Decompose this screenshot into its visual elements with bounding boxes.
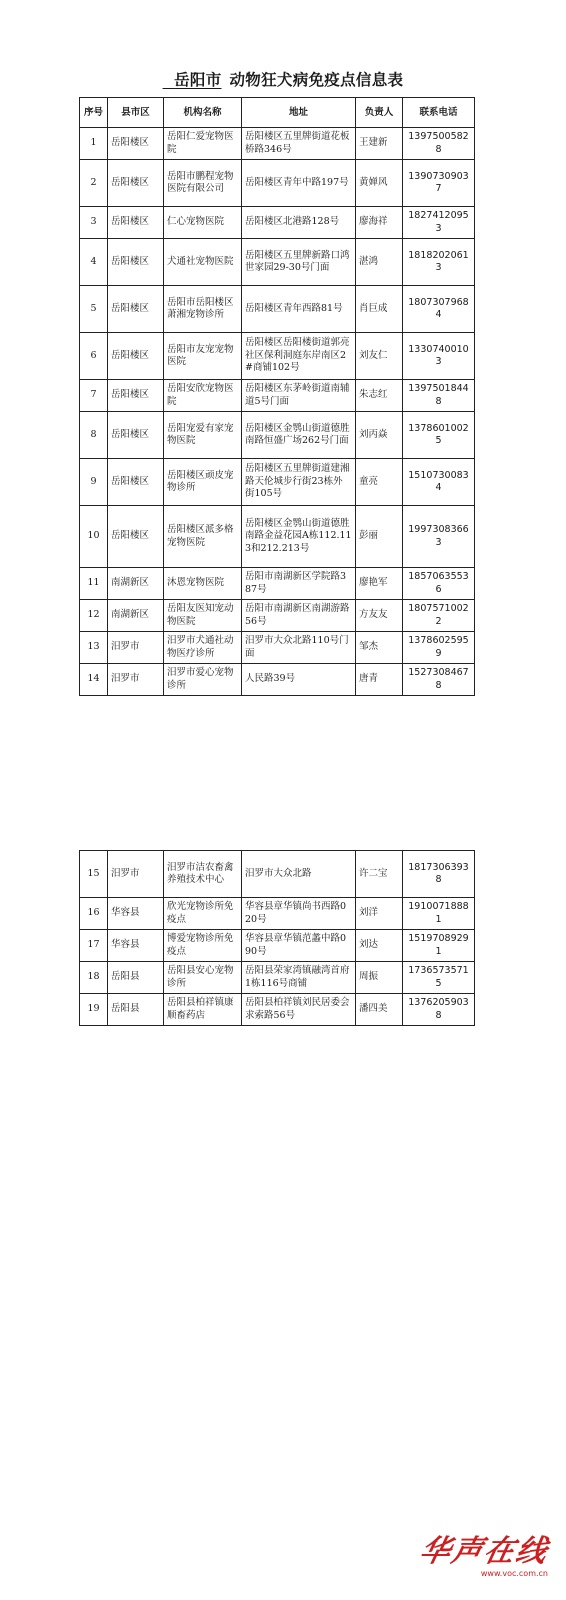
cell-address: 汨罗市大众北路 <box>242 851 356 898</box>
cell-org: 仁心宠物医院 <box>164 207 242 239</box>
cell-phone: 15273084678 <box>403 664 475 696</box>
table-row <box>80 506 475 568</box>
cell-address: 岳阳楼区北港路128号 <box>242 207 356 239</box>
table-row <box>80 128 475 160</box>
cell-district: 岳阳楼区 <box>108 160 164 207</box>
cell-org: 岳阳市岳阳楼区萧湘宠物诊所 <box>164 286 242 333</box>
cell-org: 岳阳市友宠宠物医院 <box>164 333 242 380</box>
cell-phone: 13975018448 <box>403 380 475 412</box>
header-phone: 联系电话 <box>403 98 475 128</box>
cell-person: 朱志红 <box>356 380 403 412</box>
header-address: 地址 <box>242 98 356 128</box>
table-row <box>80 380 475 412</box>
cell-person: 潘四美 <box>356 994 403 1026</box>
cell-no: 1 <box>80 128 108 160</box>
cell-phone: 15107300834 <box>403 459 475 506</box>
cell-person: 周振 <box>356 962 403 994</box>
cell-address: 岳阳楼区青年西路81号 <box>242 286 356 333</box>
header-no: 序号 <box>80 98 108 128</box>
cell-person: 彭丽 <box>356 506 403 568</box>
cell-org: 犬通社宠物医院 <box>164 239 242 286</box>
cell-org: 岳阳仁爱宠物医院 <box>164 128 242 160</box>
cell-org: 岳阳宠爱有家宠物医院 <box>164 412 242 459</box>
cell-person: 王建新 <box>356 128 403 160</box>
title-text: 动物狂犬病免疫点信息表 <box>229 71 404 89</box>
cell-org: 博爱宠物诊所免疫点 <box>164 930 242 962</box>
cell-address: 岳阳楼区青年中路197号 <box>242 160 356 207</box>
cell-no: 4 <box>80 239 108 286</box>
cell-no: 10 <box>80 506 108 568</box>
cell-address: 汨罗市大众北路110号门面 <box>242 632 356 664</box>
cell-person: 湛鸿 <box>356 239 403 286</box>
watermark-url: www.voc.com.cn <box>480 1569 548 1578</box>
table-row <box>80 160 475 207</box>
cell-person: 方友友 <box>356 600 403 632</box>
cell-org: 岳阳安欣宠物医院 <box>164 380 242 412</box>
cell-no: 11 <box>80 568 108 600</box>
cell-address: 岳阳楼区岳阳楼街道郭亮社区保利洞庭东岸南区2#商铺102号 <box>242 333 356 380</box>
table-row <box>80 568 475 600</box>
cell-no: 5 <box>80 286 108 333</box>
cell-person: 邹杰 <box>356 632 403 664</box>
cell-org: 岳阳县柏祥镇康顺畜药店 <box>164 994 242 1026</box>
cell-no: 15 <box>80 851 108 898</box>
watermark-logo <box>416 1534 552 1578</box>
cell-address: 人民路39号 <box>242 664 356 696</box>
cell-person: 许二宝 <box>356 851 403 898</box>
cell-no: 13 <box>80 632 108 664</box>
cell-org: 欣光宠物诊所免疫点 <box>164 898 242 930</box>
cell-district: 岳阳楼区 <box>108 207 164 239</box>
cell-address: 岳阳楼区五里牌街道花板桥路346号 <box>242 128 356 160</box>
cell-phone: 15197089291 <box>403 930 475 962</box>
cell-district: 岳阳县 <box>108 994 164 1026</box>
cell-address: 岳阳楼区金鹗山街道德胜南路恒盛广场262号门面 <box>242 412 356 459</box>
table-row <box>80 600 475 632</box>
cell-no: 16 <box>80 898 108 930</box>
cell-no: 14 <box>80 664 108 696</box>
watermark-brand: 华声在线 <box>416 1534 552 1569</box>
cell-district: 岳阳楼区 <box>108 128 164 160</box>
cell-district: 汨罗市 <box>108 851 164 898</box>
cell-district: 南湖新区 <box>108 568 164 600</box>
clinic-table-page1 <box>79 97 475 696</box>
cell-address: 岳阳市南湖新区南湖游路56号 <box>242 600 356 632</box>
cell-district: 华容县 <box>108 930 164 962</box>
cell-no: 3 <box>80 207 108 239</box>
cell-district: 岳阳楼区 <box>108 459 164 506</box>
cell-person: 廖海祥 <box>356 207 403 239</box>
cell-phone: 13975005828 <box>403 128 475 160</box>
title-city: 岳阳市 <box>174 71 222 89</box>
cell-no: 8 <box>80 412 108 459</box>
cell-district: 岳阳楼区 <box>108 239 164 286</box>
header-person: 负责人 <box>356 98 403 128</box>
cell-address: 华容县章华镇尚书西路020号 <box>242 898 356 930</box>
cell-org: 岳阳楼区派多格宠物医院 <box>164 506 242 568</box>
cell-address: 华容县章华镇范蠡中路090号 <box>242 930 356 962</box>
cell-district: 岳阳楼区 <box>108 333 164 380</box>
cell-person: 童亮 <box>356 459 403 506</box>
cell-no: 6 <box>80 333 108 380</box>
cell-phone: 17365735715 <box>403 962 475 994</box>
cell-phone: 18182020613 <box>403 239 475 286</box>
clinic-table-page2 <box>79 850 475 1026</box>
cell-no: 19 <box>80 994 108 1026</box>
cell-person: 廖艳军 <box>356 568 403 600</box>
cell-no: 17 <box>80 930 108 962</box>
header-district: 县市区 <box>108 98 164 128</box>
cell-phone: 13762059038 <box>403 994 475 1026</box>
cell-org: 岳阳楼区顽皮宠物诊所 <box>164 459 242 506</box>
cell-district: 岳阳楼区 <box>108 380 164 412</box>
table-header-row <box>80 98 475 128</box>
cell-address: 岳阳县荣家湾镇融湾首府1栋116号商铺 <box>242 962 356 994</box>
cell-org: 汨罗市洁农畜禽养殖技术中心 <box>164 851 242 898</box>
table-row <box>80 994 475 1026</box>
cell-phone: 18570635536 <box>403 568 475 600</box>
table-row <box>80 286 475 333</box>
cell-org: 岳阳县安心宠物诊所 <box>164 962 242 994</box>
cell-no: 9 <box>80 459 108 506</box>
cell-org: 岳阳友医知宠动物医院 <box>164 600 242 632</box>
cell-person: 刘洋 <box>356 898 403 930</box>
table-row <box>80 851 475 898</box>
cell-phone: 19100718881 <box>403 898 475 930</box>
table-row <box>80 207 475 239</box>
cell-phone: 13786025959 <box>403 632 475 664</box>
cell-org: 汨罗市爱心宠物诊所 <box>164 664 242 696</box>
table-row <box>80 632 475 664</box>
table-row <box>80 333 475 380</box>
cell-address: 岳阳楼区五里牌街道建湘路天伦城步行街23栋外街105号 <box>242 459 356 506</box>
table-row <box>80 412 475 459</box>
cell-district: 岳阳楼区 <box>108 506 164 568</box>
cell-phone: 18274120953 <box>403 207 475 239</box>
cell-no: 18 <box>80 962 108 994</box>
cell-person: 黄婵风 <box>356 160 403 207</box>
cell-person: 刘友仁 <box>356 333 403 380</box>
cell-org: 沐恩宠物医院 <box>164 568 242 600</box>
cell-no: 12 <box>80 600 108 632</box>
cell-address: 岳阳楼区东茅岭街道南辅道5号门面 <box>242 380 356 412</box>
table-row <box>80 930 475 962</box>
cell-no: 2 <box>80 160 108 207</box>
cell-district: 岳阳县 <box>108 962 164 994</box>
cell-phone: 13307400103 <box>403 333 475 380</box>
table-row <box>80 459 475 506</box>
cell-person: 唐青 <box>356 664 403 696</box>
cell-phone: 18173063938 <box>403 851 475 898</box>
cell-address: 岳阳楼区金鹗山街道德胜南路金益花园A栋112.113和212.213号 <box>242 506 356 568</box>
table-row <box>80 898 475 930</box>
cell-phone: 19973083663 <box>403 506 475 568</box>
cell-district: 华容县 <box>108 898 164 930</box>
cell-district: 岳阳楼区 <box>108 412 164 459</box>
cell-person: 肖巨成 <box>356 286 403 333</box>
table-row <box>80 664 475 696</box>
cell-person: 刘丙焱 <box>356 412 403 459</box>
cell-district: 汨罗市 <box>108 632 164 664</box>
cell-district: 岳阳楼区 <box>108 286 164 333</box>
cell-person: 刘达 <box>356 930 403 962</box>
cell-no: 7 <box>80 380 108 412</box>
cell-phone: 18073079684 <box>403 286 475 333</box>
table-row <box>80 962 475 994</box>
cell-address: 岳阳楼区五里牌新路口鸿世家园29-30号门面 <box>242 239 356 286</box>
cell-phone: 13786010025 <box>403 412 475 459</box>
cell-address: 岳阳县柏祥镇刘民居委会求索路56号 <box>242 994 356 1026</box>
table-row <box>80 239 475 286</box>
cell-district: 南湖新区 <box>108 600 164 632</box>
page-title <box>0 68 566 90</box>
cell-phone: 13907309037 <box>403 160 475 207</box>
cell-address: 岳阳市南湖新区学院路387号 <box>242 568 356 600</box>
cell-org: 岳阳市鹏程宠物医院有限公司 <box>164 160 242 207</box>
cell-phone: 18075710022 <box>403 600 475 632</box>
header-org: 机构名称 <box>164 98 242 128</box>
cell-org: 汨罗市犬通社动物医疗诊所 <box>164 632 242 664</box>
cell-district: 汨罗市 <box>108 664 164 696</box>
